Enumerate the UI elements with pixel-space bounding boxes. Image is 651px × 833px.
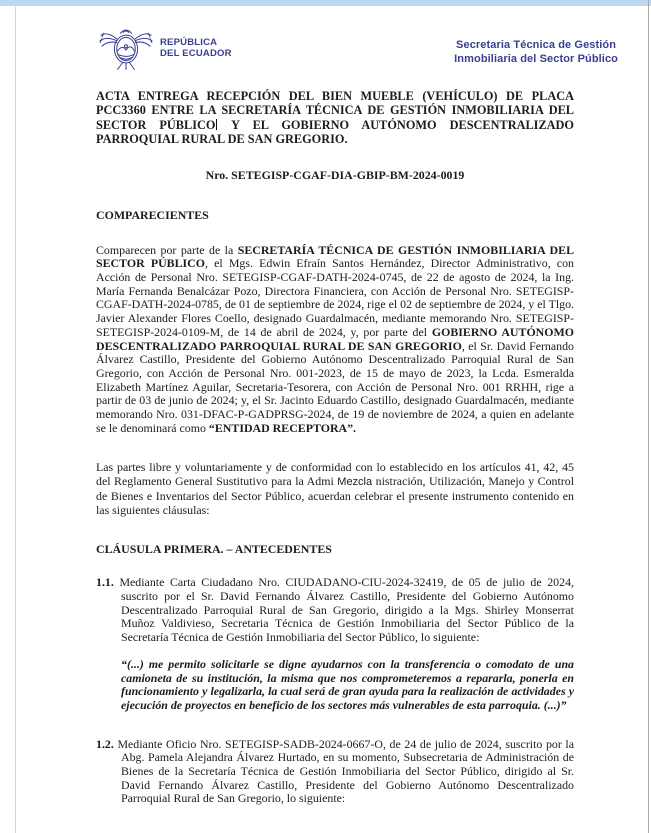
org-name-line1: Secretaria Técnica de Gestión	[456, 39, 617, 51]
document-title: ACTA ENTREGA RECEPCIÓN DEL BIEN MUEBLE (VEHÍCULO) DE PLACA PCC3360 ENTRE LA SECRETARÍA TÉCNICA DE GESTIÓN INMOBILIARIA DEL SECTOR PÚBLICO Y EL GOBIERNO AUTÓNOMO DESCENTRALIZADO PARROQUIAL RURAL DE SAN GREGORIO.	[96, 89, 574, 147]
letterhead	[16, 6, 648, 74]
page-right-edge	[648, 0, 649, 833]
document-page[interactable]	[16, 6, 648, 833]
paragraph-comparecen: Comparecen por parte de la SECRETARÍA TÉCNICA DE GESTIÓN INMOBILIARIA DEL SECTOR PÚBLICO, el Mgs. Edwin Efraín Santos Hernández, Director Administrativo, con Acción de Personal Nro. SETEGISP-CGAF-DATH-2024-0745, de 22 de agosto de 2024, la Ing. María Fernanda Benalcázar Pozo, Directora Financiera, con Acción de Personal Nro. SETEGISP-CGAF-DATH-2024-0785, de 01 de septiembre de 2024, rige el 02 de septiembre de 2024, y el Tlgo. Javier Alexander Flores Coello, designado Guardalmacén, mediante memorando Nro. SETEGISP-SETEGISP-2024-0109-M, de 14 de abril de 2024, y, por parte del GOBIERNO AUTÓNOMO DESCENTRALIZADO PARROQUIAL RURAL DE SAN GREGORIO, el Sr. David Fernando Álvarez Castillo, Presidente del Gobierno Autónomo Descentralizado Parroquial Rural de San Gregorio, con Acción de Personal Nro. 001-2023, de 15 de mayo de 2023, la Lcda. Esmeralda Elizabeth Martínez Aguilar, Secretaria-Tesorera, con Acción de Personal Nro. 001 RRHH, rige a partir de 03 de junio de 2024; y, el Sr. Jacinto Eduardo Castillo, designado Guardalmacén, mediante memorando Nro. 031-DFAC-P-GADPRSG-2024, de 19 de noviembre de 2024, a quien en adelante se le denominará como “ENTIDAD RECEPTORA”.	[96, 242, 575, 435]
quote-block-1-1: “(...) me permito solicitarle se digne ayudarnos con la transferencia o comodato de una camioneta de su institución, la misma que nos comprometeremos a repararla, ponerla en funcionamiento y legalizarla, la cual será de gran ayuda para la realización de actividades y ejecución de proyectos en beneficio de los sectores más vulnerables de esta parroquia. (...)”	[121, 656, 574, 712]
paragraph-las-partes: Las partes libre y voluntariamente y de conformidad con lo establecido en los artículos 41, 42, 45 del Reglamento General Sustitutivo para la Admi Mezcla nistración, Utilización, Manejo y Control de Bienes e Inventarios del Sector Público, acuerdan celebrar el presente instrumento contenido en las siguientes cláusulas:	[96, 460, 574, 517]
ecuador-coat-of-arms-logo	[98, 24, 232, 74]
logo-text	[160, 38, 232, 60]
list-item-1-2: 1.2. Mediante Oficio Nro. SETEGISP-SADB-2024-0667-O, de 24 de julio de 2024, suscrito por la Abg. Pamela Alejandra Álvarez Hurtado, en su momento, Subsecretaria de Administración de Bienes de la Secretaría Técnica de Gestión Inmobiliaria del Sector Público, dirigido al Sr. David Fernando Álvarez Castillo, Presidente del Gobierno Autónomo Descentralizado Parroquial Rural de San Gregorio, lo siguiente:	[96, 736, 574, 806]
coat-of-arms-icon	[98, 24, 154, 74]
list-item-1-1: 1.1. Mediante Carta Ciudadano Nro. CIUDADANO-CIU-2024-32419, de 05 de julio de 2024, suscrito por el Sr. David Fernando Álvarez Castillo, Presidente del Gobierno Autónomo Descentralizado Parroquial Rural de San Gregorio, dirigido a la Mgs. Shirley Monserrat Muñoz Valdivieso, Secretaria Técnica de Gestión Inmobiliaria del Sector Público de la Secretaría Técnica de Gestión Inmobiliaria del Sector Público, lo siguiente:	[96, 575, 574, 645]
logo-text-line2: DEL ECUADOR	[160, 48, 232, 59]
document-body[interactable]	[16, 89, 648, 806]
org-name-line2: Inmobiliaria del Sector Público	[454, 53, 618, 66]
org-name	[454, 38, 618, 67]
document-number: Nro. SETEGISP-CGAF-DIA-GBIP-BM-2024-0019	[205, 167, 465, 182]
section-heading-comparecientes: COMPARECIENTES	[96, 207, 209, 222]
logo-text-line1: REPÚBLICA	[160, 37, 218, 49]
section-heading-clausula-primera: CLÁUSULA PRIMERA. – ANTECEDENTES	[96, 542, 332, 557]
